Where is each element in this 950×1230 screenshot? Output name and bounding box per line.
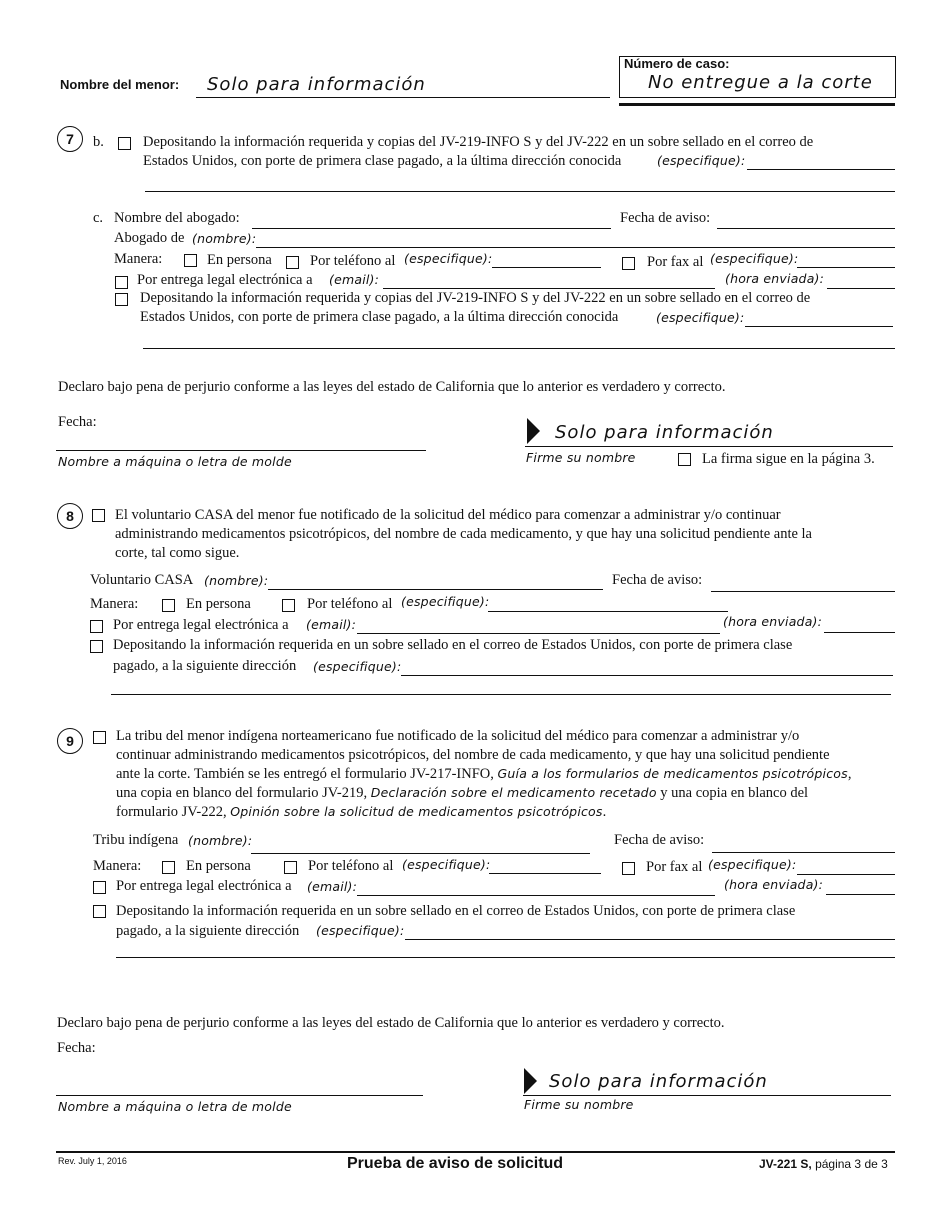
- item-7c-address-field-2[interactable]: [143, 348, 895, 349]
- section-8-phone-field[interactable]: [488, 611, 728, 612]
- declaration-1-date-label: Fecha:: [58, 414, 97, 430]
- declaration-1-typed-name-label: Nombre a máquina o letra de molde: [58, 454, 292, 469]
- section-9-checkbox[interactable]: [93, 731, 106, 744]
- section-9-phone-field[interactable]: [489, 873, 601, 874]
- section-8-address-field[interactable]: [401, 675, 893, 676]
- section-9-in-person-label: En persona: [186, 858, 251, 874]
- tribe-nombre: (nombre):: [188, 833, 253, 848]
- item-7c-in-person-label: En persona: [207, 252, 272, 268]
- declaration-2-sign-label: Firme su nombre: [524, 1097, 634, 1112]
- section-9-fax-field[interactable]: [797, 874, 895, 875]
- section-9-text-2: continuar administrando medicamentos psicotrópicos, del nombre de cada medicamento, y que hay una solicitud pendiente: [116, 747, 830, 763]
- casa-notice-date-field[interactable]: [711, 591, 895, 592]
- section-9-fax-label: Por fax al: [646, 859, 703, 875]
- section-9-email-field[interactable]: [357, 895, 715, 896]
- item-7c-email-field[interactable]: [383, 288, 715, 289]
- footer-revision: Rev. July 1, 2016: [58, 1156, 127, 1166]
- casa-volunteer-nombre: (nombre):: [204, 573, 269, 588]
- section-9-email-checkbox[interactable]: [93, 881, 106, 894]
- attorney-name-field[interactable]: [252, 228, 611, 229]
- section-9-phone-especifique: (especifique):: [402, 857, 491, 872]
- minor-name-value: Solo para información: [207, 74, 426, 95]
- declaration-2-typed-name-label: Nombre a máquina o letra de molde: [58, 1099, 292, 1114]
- item-7c-letter: c.: [93, 210, 104, 226]
- section-9-in-person-checkbox[interactable]: [162, 861, 175, 874]
- section-9-text-3: ante la corte. También se les entregó el formulario JV-217-INFO, Guía a los formularios de medicamentos psicotrópicos,: [116, 766, 852, 782]
- section-8-text-2: administrando medicamentos psicotrópicos, del nombre de cada medicamento, y que hay una solicitud pendiente ante la: [115, 526, 812, 542]
- attorney-of-label: Abogado de: [114, 230, 185, 246]
- tribe-label: Tribu indígena: [93, 832, 179, 848]
- item-7b-address-field[interactable]: [747, 169, 895, 170]
- section-8-email-label: Por entrega legal electrónica a: [113, 617, 289, 633]
- item-7c-phone-field[interactable]: [492, 267, 601, 268]
- section-7-number: 7: [57, 126, 83, 152]
- section-8-email-hint: (email):: [306, 617, 357, 632]
- tribe-name-field[interactable]: [251, 853, 590, 854]
- section-8-text-1: El voluntario CASA del menor fue notificado de la solicitud del médico para comenzar a administrar y/o continuar: [115, 507, 781, 523]
- item-7b-mail-text-1: Depositando la información requerida y copias del JV-219-INFO S y del JV-222 en un sobre sellado en el correo de: [143, 134, 814, 150]
- section-8-email-field[interactable]: [357, 633, 720, 634]
- item-7b-mail-text-2: Estados Unidos, con porte de primera clase pagado, a la última dirección conocida: [143, 153, 622, 169]
- section-9-email-label: Por entrega legal electrónica a: [116, 878, 292, 894]
- signature-arrow-icon: [527, 418, 540, 444]
- attorney-notice-date-label: Fecha de aviso:: [620, 210, 711, 226]
- item-7c-fax-checkbox[interactable]: [622, 257, 635, 270]
- declaration-2-signature: Solo para información: [549, 1071, 768, 1092]
- item-7b-especifique: (especifique):: [657, 153, 746, 168]
- section-8-mail-text-1: Depositando la información requerida en un sobre sellado en el correo de Estados Unidos, con porte de primera clase: [113, 637, 793, 653]
- item-7c-in-person-checkbox[interactable]: [184, 254, 197, 267]
- item-7c-manera-label: Manera:: [114, 251, 163, 267]
- item-7c-especifique: (especifique):: [656, 310, 745, 325]
- item-7c-email-label: Por entrega legal electrónica a: [137, 272, 313, 288]
- section-9-address-field[interactable]: [405, 939, 895, 940]
- declaration-2-text: Declaro bajo pena de perjurio conforme a las leyes del estado de California que lo anterior es verdadero y correcto.: [57, 1015, 725, 1031]
- section-8-checkbox[interactable]: [92, 509, 105, 522]
- item-7c-phone-label: Por teléfono al: [310, 253, 396, 269]
- declaration-1-name-field[interactable]: [56, 450, 426, 451]
- item-7c-fax-especifique: (especifique):: [710, 251, 799, 266]
- section-9-text-5: formulario JV-222, Opinión sobre la solicitud de medicamentos psicotrópicos.: [116, 804, 607, 820]
- section-9-fax-especifique: (especifique):: [708, 857, 797, 872]
- item-7b-mail-checkbox[interactable]: [118, 137, 131, 150]
- declaration-2-date-label: Fecha:: [57, 1040, 96, 1056]
- header-rule: [619, 103, 895, 106]
- item-7c-email-checkbox[interactable]: [115, 276, 128, 289]
- section-9-address-field-2[interactable]: [116, 957, 895, 958]
- attorney-of-nombre: (nombre):: [192, 231, 257, 246]
- section-8-number: 8: [57, 503, 83, 529]
- item-7c-phone-checkbox[interactable]: [286, 256, 299, 269]
- declaration-2-signature-field[interactable]: [523, 1095, 891, 1096]
- footer-rule: [56, 1151, 895, 1153]
- section-9-mail-text-1: Depositando la información requerida en un sobre sellado en el correo de Estados Unidos, con porte de primera clase: [116, 903, 796, 919]
- declaration-2-name-field[interactable]: [56, 1095, 423, 1096]
- section-8-in-person-checkbox[interactable]: [162, 599, 175, 612]
- section-9-text-1: La tribu del menor indígena norteamericano fue notificado de la solicitud del médico para comenzar a administrar y/o: [116, 728, 800, 744]
- section-8-mail-text-2: pagado, a la siguiente dirección: [113, 658, 297, 674]
- case-number-label: Número de caso:: [624, 56, 730, 71]
- case-number-value: No entregue a la corte: [648, 72, 873, 93]
- section-9-fax-checkbox[interactable]: [622, 862, 635, 875]
- item-7b-letter: b.: [93, 134, 104, 150]
- section-8-phone-label: Por teléfono al: [307, 596, 393, 612]
- footer-title: Prueba de aviso de solicitud: [347, 1155, 564, 1172]
- attorney-name-label: Nombre del abogado:: [114, 210, 240, 226]
- minor-name-field[interactable]: [196, 97, 610, 98]
- item-7c-phone-especifique: (especifique):: [404, 251, 493, 266]
- section-8-address-field-2[interactable]: [111, 694, 891, 695]
- tribe-notice-date-field[interactable]: [712, 852, 895, 853]
- attorney-notice-date-field[interactable]: [717, 228, 895, 229]
- section-8-phone-especifique: (especifique):: [401, 594, 490, 609]
- item-7c-address-field[interactable]: [745, 326, 893, 327]
- item-7c-mail-text-2: Estados Unidos, con porte de primera clase pagado, a la última dirección conocida: [140, 309, 619, 325]
- item-7c-fax-label: Por fax al: [647, 254, 704, 270]
- section-9-mail-text-2: pagado, a la siguiente dirección: [116, 923, 300, 939]
- tribe-notice-date-label: Fecha de aviso:: [614, 832, 705, 848]
- footer-page-info: JV-221 S, página 3 de 3: [759, 1157, 888, 1171]
- casa-volunteer-name-field[interactable]: [268, 589, 603, 590]
- signature-arrow-icon: [524, 1068, 537, 1094]
- item-7c-time-sent-label: (hora enviada):: [725, 271, 825, 286]
- section-9-especifique: (especifique):: [316, 923, 405, 938]
- casa-volunteer-label: Voluntario CASA: [90, 572, 194, 588]
- section-9-email-hint: (email):: [307, 879, 358, 894]
- section-8-especifique: (especifique):: [313, 659, 402, 674]
- signature-continues-label: La firma sigue en la página 3.: [702, 451, 875, 467]
- section-8-phone-checkbox[interactable]: [282, 599, 295, 612]
- section-9-phone-label: Por teléfono al: [308, 858, 394, 874]
- section-8-text-3: corte, tal como sigue.: [115, 545, 240, 561]
- minor-name-label: Nombre del menor:: [60, 77, 180, 92]
- signature-continues-checkbox[interactable]: [678, 453, 691, 466]
- section-9-number: 9: [57, 728, 83, 754]
- attorney-of-field[interactable]: [256, 247, 895, 248]
- declaration-1-signature: Solo para información: [555, 422, 774, 443]
- section-8-time-sent-label: (hora enviada):: [723, 614, 823, 629]
- section-9-text-4: una copia en blanco del formulario JV-219, Declaración sobre el medicamento recetado y una copia en blanco del: [116, 785, 809, 801]
- declaration-1-sign-label: Firme su nombre: [526, 450, 636, 465]
- section-9-phone-checkbox[interactable]: [284, 861, 297, 874]
- item-7c-mail-checkbox[interactable]: [115, 293, 128, 306]
- section-8-time-sent-field[interactable]: [824, 632, 895, 633]
- section-8-manera-label: Manera:: [90, 596, 139, 612]
- declaration-1-signature-field[interactable]: [525, 446, 893, 447]
- section-8-email-checkbox[interactable]: [90, 620, 103, 633]
- section-9-manera-label: Manera:: [93, 858, 142, 874]
- section-9-mail-checkbox[interactable]: [93, 905, 106, 918]
- item-7c-fax-field[interactable]: [797, 267, 895, 268]
- casa-notice-date-label: Fecha de aviso:: [612, 572, 703, 588]
- item-7c-time-sent-field[interactable]: [827, 288, 895, 289]
- section-9-time-sent-label: (hora enviada):: [724, 877, 824, 892]
- section-9-time-sent-field[interactable]: [826, 894, 895, 895]
- item-7b-address-field-2[interactable]: [145, 191, 895, 192]
- item-7c-email-hint: (email):: [329, 272, 380, 287]
- item-7c-mail-text-1: Depositando la información requerida y copias del JV-219-INFO S y del JV-222 en un sobre sellado en el correo de: [140, 290, 811, 306]
- declaration-1-text: Declaro bajo pena de perjurio conforme a las leyes del estado de California que lo anterior es verdadero y correcto.: [58, 379, 726, 395]
- section-8-mail-checkbox[interactable]: [90, 640, 103, 653]
- section-8-in-person-label: En persona: [186, 596, 251, 612]
